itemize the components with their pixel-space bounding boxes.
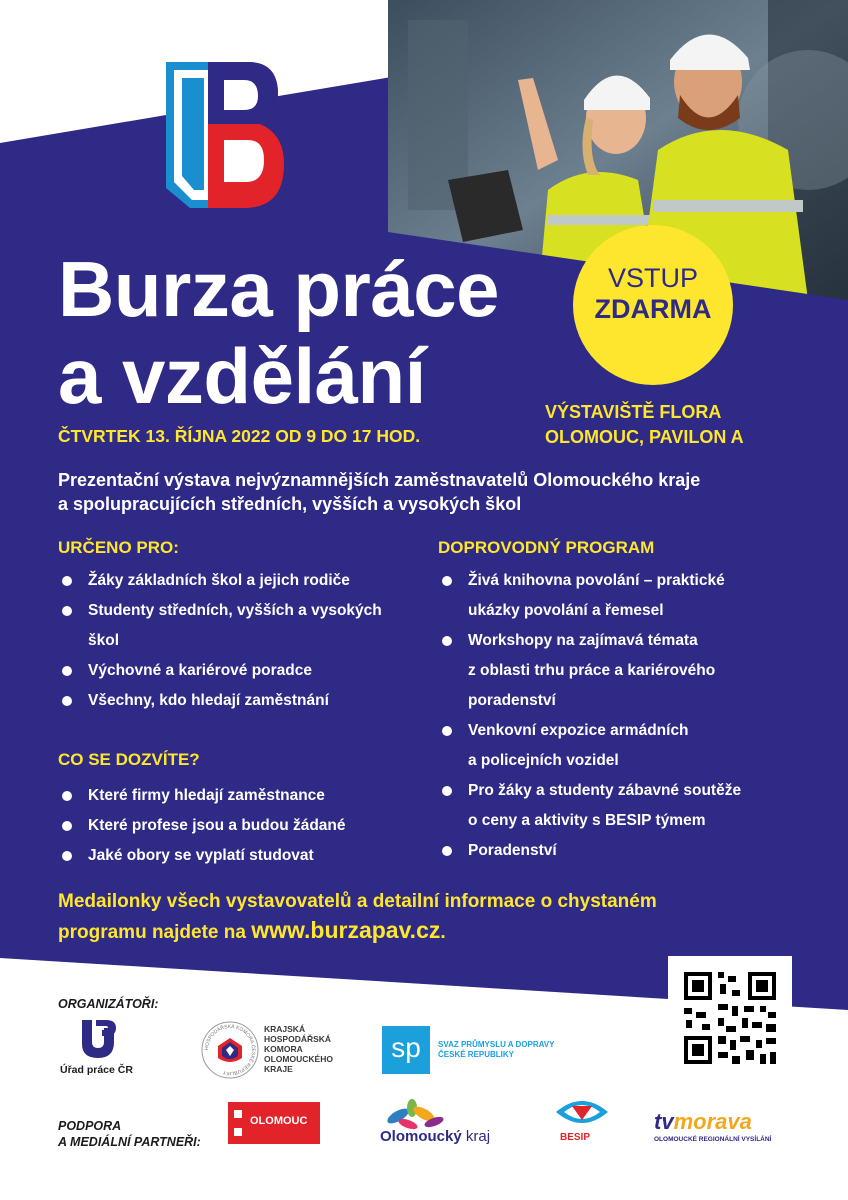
urceno-heading: URČENO PRO: [58,538,179,557]
list-item: Které firmy hledají zaměstnance [58,781,418,811]
subtitle [58,468,818,516]
list-item-continuation: ukázky povolání a řemesel [468,602,664,619]
bullet-icon [62,606,72,616]
list-item: Jaké obory se vyplatí studovat [58,841,418,871]
bullet-icon [62,696,72,706]
bullet-icon [62,666,72,676]
dozvite-list [58,781,418,871]
list-item: Workshopy na zajímavá témata [438,626,818,656]
badge-line-2: ZDARMA [594,294,712,324]
bullet-icon [62,576,72,586]
footer-line-2: programu najdete na www.burzapav.cz. [58,917,446,943]
partners-label: PODPORA A MEDIÁLNÍ PARTNEŘI: [58,1119,201,1149]
title-line-1: Burza práce [58,245,500,333]
list-item: Pro žáky a studenty zábavné soutěže [438,776,818,806]
footer-info [58,888,818,947]
list-item: Poradenství [438,836,818,866]
khk-text: KRAJSKÁ HOSPODÁŘSKÁ KOMORA OLOMOUCKÉHO KRAJE [264,1024,333,1074]
bullet-icon [442,846,452,856]
bullet-icon [442,726,452,736]
bpav-logo [160,58,288,218]
venue [545,400,744,450]
free-entry-badge [573,225,733,385]
list-item-continuation: poradenství [468,692,556,709]
list-item: Venkovní expozice armádních [438,716,818,746]
venue-line-2: OLOMOUC, PAVILON A [545,427,744,447]
list-item-continuation: a policejních vozidel [468,752,619,769]
olomoucky-kraj-text: Olomoucký kraj [380,1128,491,1145]
sp-logo-icon: sp [382,1026,430,1074]
subtitle-line-1: Prezentační výstava nejvýznamnějších zaměstnavatelů Olomouckého kraje [58,470,701,490]
program-list [438,566,818,866]
organizers-label: ORGANIZÁTOŘI: [58,997,159,1011]
olomouc-label: OLOMOUC [250,1115,308,1127]
urceno-list [58,566,418,716]
list-item: Studenty středních, vyšších a vysokých [58,596,418,626]
list-item-continuation: škol [88,632,120,649]
event-date: ČTVRTEK 13. ŘÍJNA 2022 OD 9 DO 17 HOD. [58,426,421,446]
list-item: Které profese jsou a budou žádané [58,811,418,841]
badge-line-1: VSTUP [607,263,699,293]
upcr-label: Úřad práce ČR [60,1064,133,1076]
list-item: Všechny, kdo hledají zaměstnání [58,686,418,716]
sp-text: SVAZ PRŮMYSLU A DOPRAVY ČESKÉ REPUBLIKY [438,1040,555,1059]
bullet-icon [442,576,452,586]
khk-ring-text: HOSPODÁŘSKÁ KOMORA ČESKÉ REPUBLIKY [203,1023,257,1077]
dozvite-heading: CO SE DOZVÍTE? [58,750,200,769]
bullet-icon [62,851,72,861]
list-item-continuation: z oblasti trhu práce a kariérového [468,662,716,679]
khk-seal-icon [200,1020,260,1080]
upcr-logo-icon [76,1018,120,1062]
venue-line-1: VÝSTAVIŠTĚ FLORA [545,402,722,422]
besip-label: BESIP [560,1132,591,1143]
besip-logo-icon [552,1094,612,1132]
qr-code[interactable] [668,956,792,1080]
list-item: Žáky základních škol a jejich rodiče [58,566,418,596]
program-heading: DOPROVODNÝ PROGRAM [438,538,655,557]
bullet-icon [62,821,72,831]
title-line-2: a vzdělání [58,332,426,420]
bullet-icon [62,791,72,801]
tv-morava-logo: tvmorava [654,1109,752,1134]
website-link[interactable]: www.burzapav.cz [251,917,441,943]
list-item: Výchovné a kariérové poradce [58,656,418,686]
olomoucky-kraj-flower-icon [368,1098,468,1130]
bullet-icon [442,636,452,646]
list-item-continuation: o ceny a aktivity s BESIP týmem [468,812,706,829]
tv-morava-subtitle: OLOMOUCKÉ REGIONÁLNÍ VYSÍLÁNÍ [654,1136,772,1143]
bullet-icon [442,786,452,796]
qr-code-icon [668,956,792,1080]
olomouc-logo [228,1102,320,1144]
subtitle-line-2: a spolupracujících středních, vyšších a vysokých škol [58,494,522,514]
list-item: Živá knihovna povolání – praktické [438,566,818,596]
footer-line-1: Medailonky všech vystavovatelů a detailní informace o chystaném [58,891,657,912]
